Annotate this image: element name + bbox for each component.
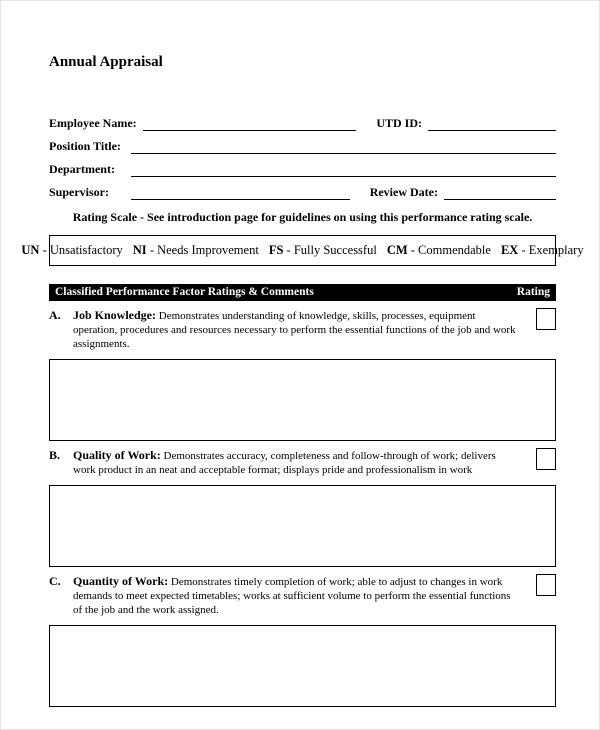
section-a-rating-input[interactable] bbox=[536, 308, 556, 330]
section-c-rating-cell bbox=[530, 574, 556, 596]
section-c-description: Demonstrates timely completion of work; able to adjust to changes in work demands to meet expected timetables; works at sufficient volume to perform the essential functions of the job and the work assigned. bbox=[73, 576, 511, 616]
scale-item-fs bbox=[269, 243, 377, 258]
utd-id-label: UTD ID: bbox=[376, 116, 422, 130]
table-header-rating: Rating bbox=[516, 286, 550, 298]
ratings-table-header bbox=[49, 284, 556, 301]
section-a-rating-cell bbox=[530, 308, 556, 330]
utd-id-input[interactable] bbox=[428, 116, 556, 131]
employee-name-row bbox=[49, 115, 556, 131]
scale-abbr: CM bbox=[386, 243, 408, 257]
scale-item-ni bbox=[133, 243, 259, 258]
section-c-title: Quantity of Work: bbox=[73, 574, 169, 588]
department-row bbox=[49, 161, 556, 177]
rating-scale-legend bbox=[21, 235, 584, 266]
page-title: Annual Appraisal bbox=[49, 54, 163, 70]
employee-name-input[interactable] bbox=[143, 116, 357, 131]
scale-abbr: EX bbox=[500, 243, 519, 257]
supervisor-label: Supervisor: bbox=[49, 185, 109, 199]
section-b-comments-input[interactable] bbox=[49, 485, 556, 567]
section-c-letter: C. bbox=[49, 574, 61, 588]
section-b-description: Demonstrates accuracy, completeness and follow-through of work; delivers work product in an neat and acceptable format; displays pride and professionalism in work bbox=[73, 450, 496, 476]
scale-item-un bbox=[21, 243, 122, 258]
scale-item-ex bbox=[501, 243, 584, 258]
employee-name-label: Employee Name: bbox=[49, 116, 137, 130]
section-c-heading bbox=[49, 574, 556, 617]
section-b-rating-input[interactable] bbox=[536, 448, 556, 470]
table-header-title: Classified Performance Factor Ratings & Comments bbox=[55, 286, 314, 298]
rating-scale-intro: Rating Scale - See introduction page for guidelines on using this performance rating scale. bbox=[72, 210, 533, 224]
section-c-rating-input[interactable] bbox=[536, 574, 556, 596]
scale-item-cm bbox=[387, 243, 491, 258]
scale-label: - Exemplary bbox=[521, 243, 584, 257]
review-date-input[interactable] bbox=[444, 185, 556, 200]
department-label: Department: bbox=[49, 162, 115, 176]
scale-abbr: NI bbox=[132, 243, 147, 257]
scale-abbr: UN bbox=[21, 243, 40, 257]
scale-label: - Unsatisfactory bbox=[42, 243, 123, 257]
section-b-title: Quality of Work: bbox=[73, 448, 161, 462]
section-a-heading bbox=[49, 308, 556, 351]
position-title-input[interactable] bbox=[131, 139, 556, 154]
section-b-text bbox=[73, 448, 530, 477]
position-title-row bbox=[49, 138, 556, 154]
section-a-comments-input[interactable] bbox=[49, 359, 556, 441]
section-a-description: Demonstrates understanding of knowledge, skills, processes, equipment operation, procedures and resources necessary to perform the essential functions of the job and work assignments. bbox=[73, 310, 516, 350]
scale-label: - Needs Improvement bbox=[149, 243, 259, 257]
section-c-comments-input[interactable] bbox=[49, 625, 556, 707]
supervisor-row bbox=[49, 184, 556, 200]
supervisor-input[interactable] bbox=[131, 185, 350, 200]
section-b-rating-cell bbox=[530, 448, 556, 470]
position-title-label: Position Title: bbox=[49, 139, 121, 153]
section-c-text bbox=[73, 574, 530, 617]
section-b-letter: B. bbox=[49, 448, 61, 462]
scale-label: - Commendable bbox=[410, 243, 491, 257]
review-date-label: Review Date: bbox=[369, 185, 438, 199]
section-a-letter: A. bbox=[49, 308, 61, 322]
section-b-heading bbox=[49, 448, 556, 477]
section-a-title: Job Knowledge: bbox=[73, 308, 157, 322]
section-a-text bbox=[73, 308, 530, 351]
scale-abbr: FS bbox=[268, 243, 284, 257]
department-input[interactable] bbox=[131, 162, 556, 177]
scale-label: - Fully Successful bbox=[286, 243, 377, 257]
